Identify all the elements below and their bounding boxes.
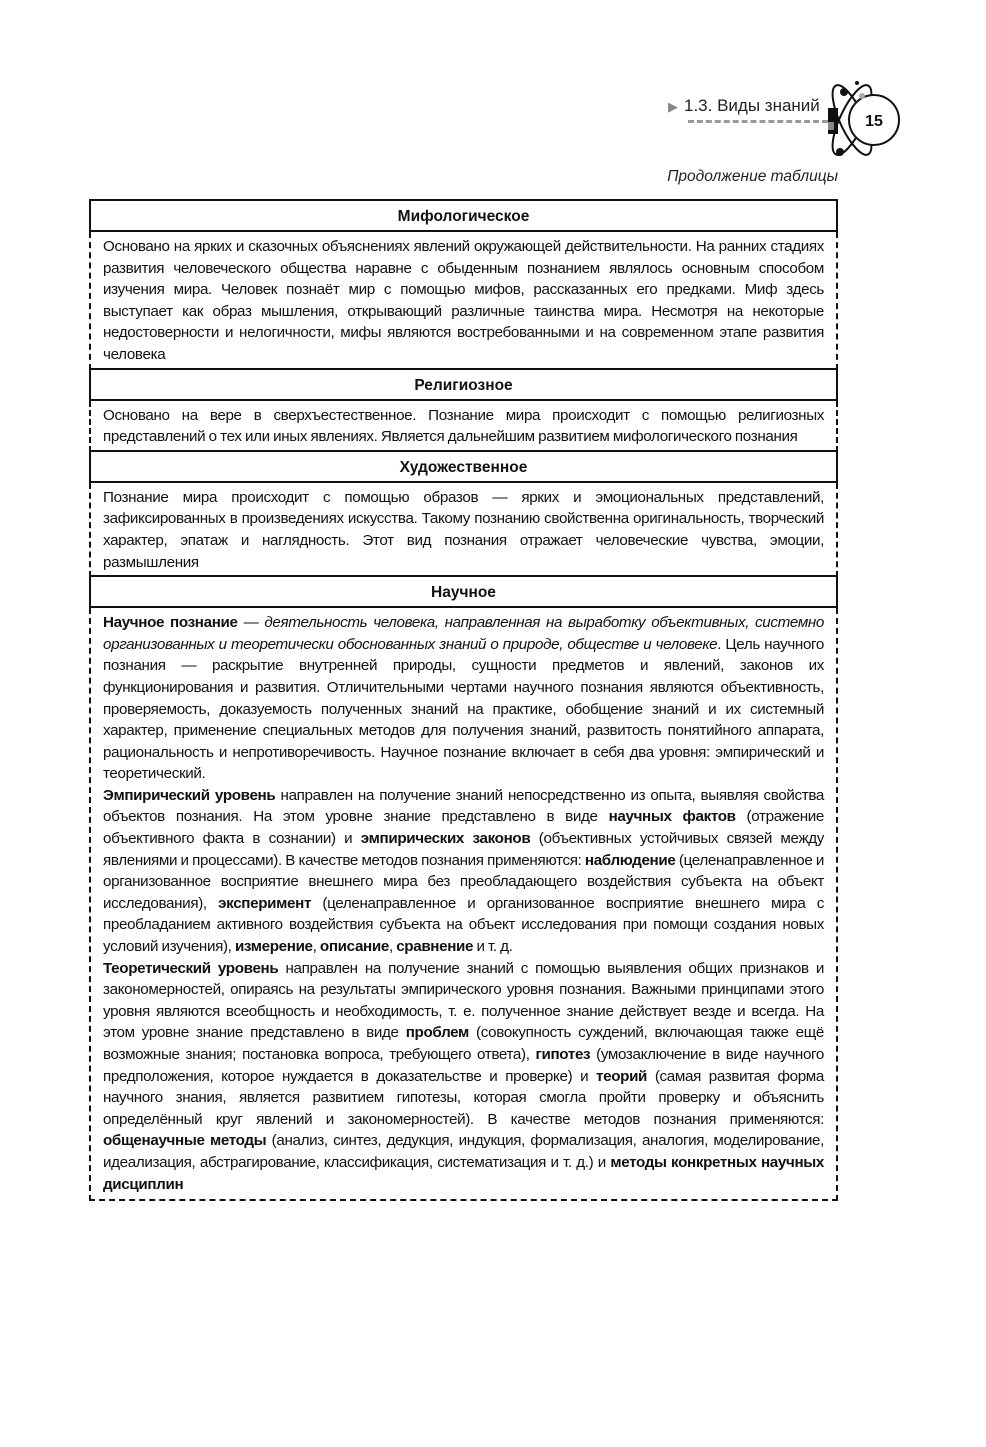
table-content-row xyxy=(89,483,838,577)
text-run: , xyxy=(312,938,320,956)
text-run: — xyxy=(237,614,265,632)
text-run: , xyxy=(388,938,397,956)
text-run: (объективных устойчивых связей между явлениями и процессами). В качестве методов познания применяются: xyxy=(103,830,825,869)
atom-emblem-icon xyxy=(822,78,912,168)
text-run: (совокупность суждений, включающая также ещё возможные знания; постановка вопроса, требующего ответа), xyxy=(103,1024,824,1063)
text-run: . Цель научного познания — раскрытие внутренней природы, сущности предметов и явлений, законов их функционирования и развития. Отличительными чертами научного познания являются объективность, проверяемость, доказуемость полученных знаний на практике, обобщение знаний и их системный характер, применение специальных методов для получения знаний, развитость понятийного аппарата, рациональность и непротиворечивость. Научное познание включает в себя два уровня: эмпирический и теоретический. xyxy=(103,635,825,783)
bold-term: научных фактов xyxy=(608,808,736,826)
bold-term: теорий xyxy=(596,1067,648,1085)
paragraph xyxy=(103,612,824,785)
bold-term: эксперимент xyxy=(218,894,312,912)
running-header xyxy=(668,96,820,116)
bold-term: наблюдение xyxy=(584,851,676,869)
bold-term: Эмпирический уровень xyxy=(103,786,276,804)
table-header-row: Мифологическое xyxy=(89,199,838,232)
text-run: направлен на получение знаний с помощью выявления общих признаков и закономерностей, опираясь на результаты эмпирического уровня познания. Важными принципами этого уровня являются всеобщность и необходимость, т. е. полученное знание действует везде и всегда. На этом уровне знание представлено в виде xyxy=(103,959,824,1042)
bold-term: проблем xyxy=(405,1024,469,1042)
page-number: 15 xyxy=(865,113,883,130)
table-header-row: Художественное xyxy=(89,450,838,483)
text-run: и т. д. xyxy=(473,938,513,956)
table-content-row xyxy=(89,608,838,1201)
text-run: Основано на ярких и сказочных объяснениях явлений окружающей действительности. На ранних стадиях развития человеческого общества наравне с обыденным познанием являлось основным способом изучения мира. Человек познаёт мир с помощью мифов, рассказанных его предками. Миф здесь выступает как образ мышления, открывающий различные таинства мира. Несмотря на некоторые недостоверности и нелогичности, мифы являются востребованными и на современном этапе развития человека xyxy=(103,238,824,363)
text-run: направлен на получение знаний непосредственно из опыта, выявляя свойства объектов познания. На этом уровне знание представлено в виде xyxy=(103,786,825,826)
table-header-row: Религиозное xyxy=(89,368,838,401)
text-run: Познание мира происходит с помощью образов — ярких и эмоциональных представлений, зафиксированных в произведениях искусства. Такому познанию свойственна оригинальность, творческий характер, эпатаж и наглядность. Этот вид познания отражает человеческие чувства, эмоции, размышления xyxy=(103,488,824,571)
triangle-icon: ▶ xyxy=(668,99,678,114)
table-content-row xyxy=(89,401,838,452)
table-content-row xyxy=(89,232,838,370)
text-run: (анализ, синтез, дедукция, индукция, формализация, аналогия, моделирование, идеализация, абстрагирование, классификация, систематизация и т. д.) и xyxy=(103,1132,824,1171)
bold-term: Научное познание xyxy=(103,614,238,632)
text-run: (самая развитая форма научного знания, является развитием гипотезы, которая смогла пройти проверку и объяснить определённый круг явлений и закономерностей). В качестве методов познания применяются: xyxy=(103,1067,824,1128)
continuation-label: Продолжение таблицы xyxy=(667,168,838,185)
paragraph xyxy=(103,236,824,366)
text-run: деятельность человека, направленная на выработку объективных, системно организованных и теоретически обоснованных знаний о природе, обществе и человеке xyxy=(103,614,824,653)
text-run: (отражение объективного факта в сознании) и xyxy=(103,808,824,848)
text-run: (целенаправленное и организованное восприятие внешнего мира без преобладающего воздействия субъекта на объект исследования), xyxy=(103,851,824,912)
paragraph xyxy=(103,487,824,573)
text-run: Основано на вере в сверхъестественное. Познание мира происходит с помощью религиозных представлений о тех или иных явлениях. Является дальнейшим развитием мифологического познания xyxy=(103,406,824,446)
bold-term: эмпирических законов xyxy=(360,830,531,848)
text-run: (целенаправленное и организованное восприятие внешнего мира с преобладанием активного воздействия субъекта на объект исследования при помощи создания новых условий изучения), xyxy=(103,894,824,956)
bold-term: методы конкретных научных дисциплин xyxy=(103,1153,824,1193)
bold-term: сравнение xyxy=(396,938,474,956)
paragraph xyxy=(103,958,824,1196)
paragraph xyxy=(103,405,824,448)
paragraph xyxy=(103,785,824,958)
table-header-row: Научное xyxy=(89,575,838,608)
bold-term: общенаучные методы xyxy=(103,1132,267,1150)
bold-term: гипотез xyxy=(535,1046,591,1063)
bold-term: описание xyxy=(319,938,389,956)
section-title: 1.3. Виды знаний xyxy=(684,96,820,115)
knowledge-types-table xyxy=(89,201,838,1201)
bold-term: Теоретический уровень xyxy=(103,959,279,977)
bold-term: измерение xyxy=(234,938,313,956)
text-run: (умозаключение в виде научного предположения, которое нуждается в доказательстве и проверке) и xyxy=(103,1046,824,1085)
header-divider xyxy=(688,120,828,123)
